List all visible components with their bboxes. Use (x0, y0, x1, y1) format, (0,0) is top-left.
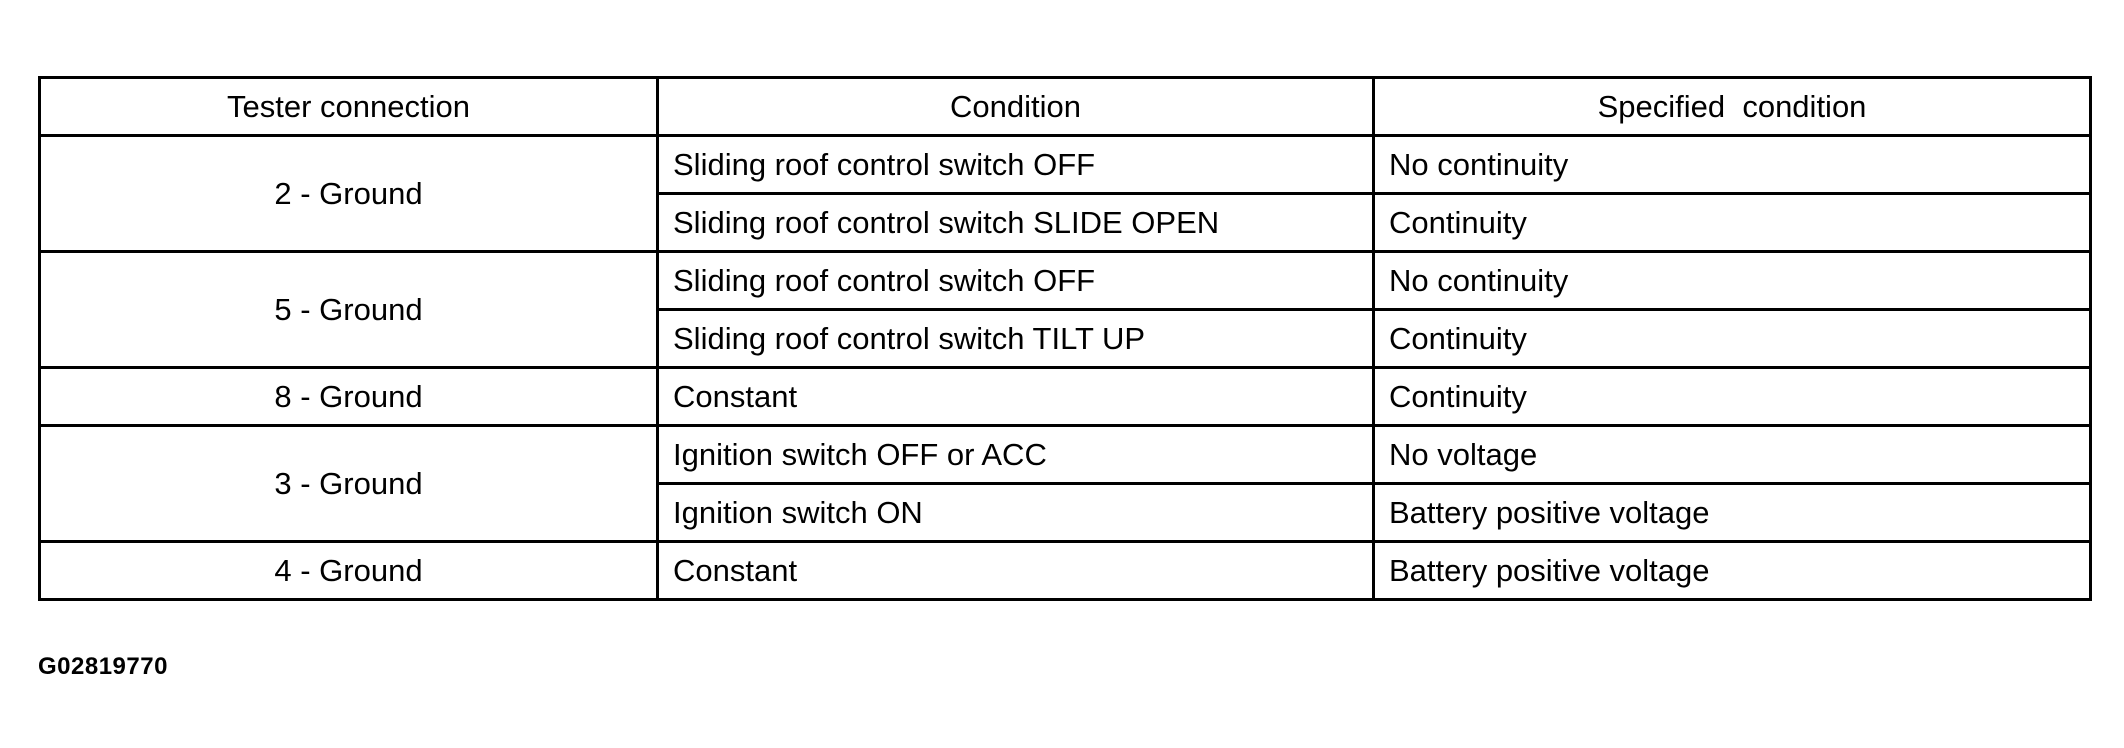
tester-connection-cell: 8 - Ground (40, 368, 658, 426)
condition-cell: Constant (658, 542, 1374, 600)
table-row (40, 542, 2091, 600)
table-header-row (40, 78, 2091, 136)
header-specified-condition: Specified condition (1374, 78, 2091, 136)
tester-connection-cell: 5 - Ground (40, 252, 658, 368)
specified-condition-cell: Battery positive voltage (1374, 542, 2091, 600)
header-tester-connection: Tester connection (40, 78, 658, 136)
condition-cell: Sliding roof control switch OFF (658, 136, 1374, 194)
specified-condition-cell: Continuity (1374, 368, 2091, 426)
table-row (40, 136, 2091, 194)
condition-cell: Constant (658, 368, 1374, 426)
table-row (40, 426, 2091, 484)
tester-connection-cell: 2 - Ground (40, 136, 658, 252)
tester-connection-cell: 3 - Ground (40, 426, 658, 542)
condition-cell: Ignition switch OFF or ACC (658, 426, 1374, 484)
table-row (40, 252, 2091, 310)
specified-condition-cell: No continuity (1374, 136, 2091, 194)
condition-cell: Sliding roof control switch SLIDE OPEN (658, 194, 1374, 252)
specified-condition-cell: Continuity (1374, 310, 2091, 368)
condition-cell: Sliding roof control switch OFF (658, 252, 1374, 310)
specified-condition-cell: Continuity (1374, 194, 2091, 252)
table-row (40, 368, 2091, 426)
condition-cell: Sliding roof control switch TILT UP (658, 310, 1374, 368)
specified-condition-cell: No voltage (1374, 426, 2091, 484)
specified-condition-cell: Battery positive voltage (1374, 484, 2091, 542)
figure-id: G02819770 (38, 653, 168, 680)
specified-condition-cell: No continuity (1374, 252, 2091, 310)
specification-table (38, 76, 2092, 601)
condition-cell: Ignition switch ON (658, 484, 1374, 542)
tester-connection-cell: 4 - Ground (40, 542, 658, 600)
header-condition: Condition (658, 78, 1374, 136)
